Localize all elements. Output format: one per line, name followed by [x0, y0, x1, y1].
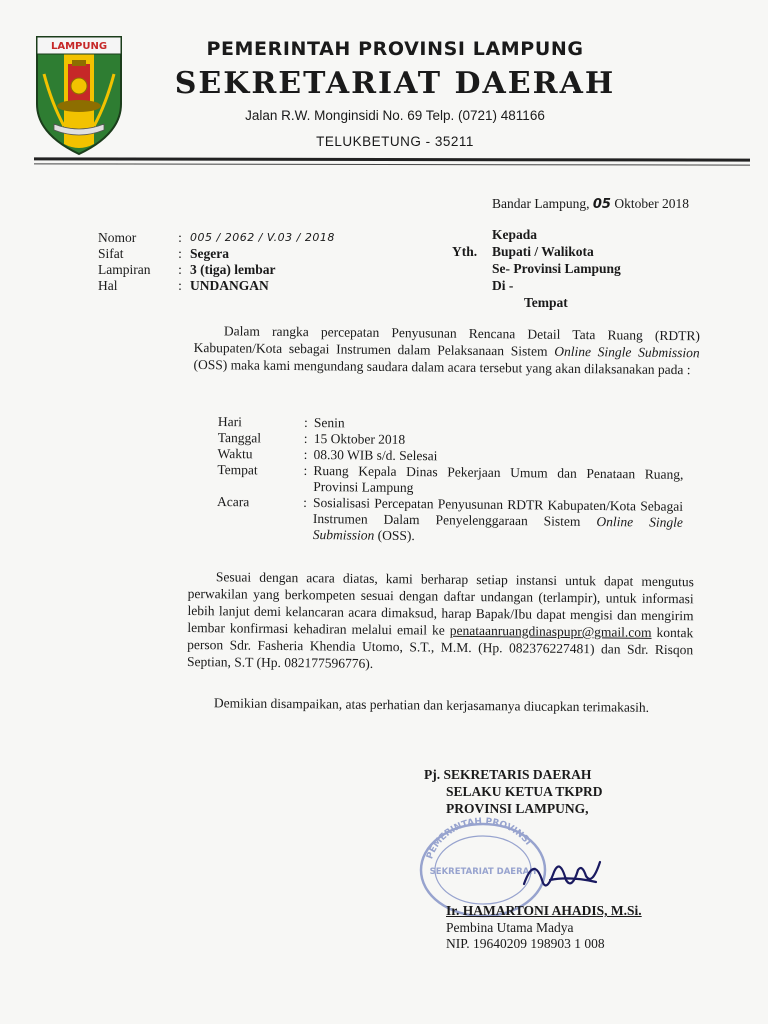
date-place: Bandar Lampung, [492, 196, 590, 211]
detail-label: Acara [217, 493, 250, 510]
detail-row: Hari : Senin [218, 414, 684, 435]
meta-colon: : [178, 246, 182, 261]
letter-meta [98, 230, 335, 294]
sig-line-2: SELAKU KETUA TKPRD [446, 784, 603, 799]
detail-label: Hari [217, 414, 242, 430]
meta-row-hal [98, 278, 335, 294]
meta-value: Segera [190, 246, 229, 261]
handwritten-signature-icon [520, 850, 610, 900]
detail-row-acara: Acara : Sosialisasi Percepatan Penyusunan RDTR Kabupaten/Kota Sebagai Instrumen Dalam Penyelenggaraan Sistem Online Single Submission (OSS). [217, 494, 683, 547]
detail-value: 15 Oktober 2018 [313, 431, 406, 447]
recipient-yth: Yth. [452, 244, 478, 259]
date-day: 05 [592, 197, 611, 212]
meta-value: 005 / 2062 / V.03 / 2018 [190, 231, 335, 244]
p2-text-b: kontak person Sdr. Fasheria Khendia Utomo, S.T., M.M. (Hp. 082376227481) dan Sdr. Risqon Septian, S.T (Hp. 082177596776). [186, 624, 694, 671]
header-rule-thick [34, 157, 750, 161]
header-rule-thin [34, 163, 750, 165]
body-paragraph-3 [186, 694, 692, 716]
office-address: Jalan R.W. Monginsidi No. 69 Telp. (0721) 481166 [245, 108, 545, 123]
detail-label: Tempat [217, 461, 258, 478]
meta-label: Hal [98, 278, 118, 293]
recipient-block [452, 226, 621, 311]
body-paragraph-1 [193, 322, 700, 378]
p1-text-italic: Online Single Submission [554, 343, 700, 361]
detail-row: Waktu : 08.30 WIB s/d. Selesai [217, 446, 683, 467]
signatory-name: Ir. HAMARTONI AHADIS, M.Si. [446, 903, 642, 918]
meta-value: 3 (tiga) lembar [190, 262, 276, 277]
meta-label: Sifat [98, 246, 124, 261]
acara-text-italic: Online Single Submission [312, 513, 683, 543]
detail-label: Waktu [217, 445, 253, 462]
emblem-label: LAMPUNG [50, 41, 108, 52]
date-month-year: Oktober 2018 [614, 196, 689, 211]
office-city: TELUKBETUNG - 35211 [316, 134, 474, 149]
detail-value: 08.30 WIB s/d. Selesai [313, 447, 438, 464]
office-name: SEKRETARIAT DAERAH [174, 66, 616, 101]
detail-value: Ruang Kepala Dinas Pekerjaan Umum dan Penataan Ruang, Provinsi Lampung [313, 463, 684, 496]
p1-text-a: Dalam rangka percepatan Penyusunan Rencana Detail Tata Ruang (RDTR) Kabupaten/Kota sebagai Instrumen dalam Pelaksanaan Sistem [193, 323, 700, 359]
svg-text:PEMERINTAH PROVINSI [425, 817, 533, 861]
meta-value: UNDANGAN [190, 278, 269, 293]
p1-text-b: (OSS) maka kami mengundang saudara dalam acara tersebut yang akan dilaksanakan pada : [193, 356, 691, 378]
contact-email-link[interactable]: penataanruangdinaspupr@gmail.com [449, 622, 652, 640]
meta-colon: : [178, 262, 182, 277]
p3-text: Demikian disampaikan, atas perhatian dan kerjasamanya diucapkan terimakasih. [213, 695, 650, 715]
detail-value: Senin [313, 415, 345, 431]
body-paragraph-2 [187, 568, 694, 675]
recipient-di: Di - [492, 278, 514, 293]
stamp-text-center: SEKRETARIAT DAERAH [429, 867, 537, 877]
sig-line-3: PROVINSI LAMPUNG, [446, 801, 589, 816]
meta-colon: : [178, 230, 182, 245]
recipient-to: Bupati / Walikota [492, 244, 594, 259]
event-details [217, 414, 684, 547]
meta-label: Lampiran [98, 262, 151, 277]
meta-label: Nomor [98, 230, 137, 245]
recipient-kepada: Kepada [492, 227, 538, 242]
p2-text-a: Sesuai dengan acara diatas, kami berharap setiap instansi untuk dapat mengutus perwakilan yang berkompeten sesuai dengan daftar undangan (terlampir), untuk informasi lebih lanjut demi kelancaran acara dimaksud, harap Bapak/Ibu dapat mengisi dan mengirim lembar konfirmasi kehadiran melalui email ke [187, 569, 694, 638]
stamp-text-top: PEMERINTAH PROVINSI [425, 816, 533, 861]
detail-row: Tempat : Ruang Kepala Dinas Pekerjaan Umum dan Penataan Ruang, Provinsi Lampung [217, 462, 683, 499]
recipient-tempat: Tempat [524, 295, 568, 310]
meta-colon: : [178, 278, 182, 293]
acara-text-a: Sosialisasi Percepatan Penyusunan RDTR Kabupaten/Kota Sebagai Instrumen Dalam Penyelenggaraan Sistem [312, 495, 684, 529]
date-line [492, 196, 689, 212]
meta-row-lampiran [98, 262, 335, 278]
detail-value [313, 495, 683, 547]
signatory-nip: NIP. 19640209 198903 1 008 [446, 936, 605, 951]
detail-row: Tanggal : 15 Oktober 2018 [218, 430, 684, 451]
meta-row-nomor [98, 230, 335, 246]
meta-row-sifat [98, 246, 335, 262]
signatory-rank: Pembina Utama Madya [446, 920, 574, 935]
sig-line-1: Pj. SEKRETARIS DAERAH [424, 767, 592, 782]
government-name: PEMERINTAH PROVINSI LAMPUNG [206, 38, 584, 60]
acara-text-b: (OSS). [374, 527, 415, 544]
detail-label: Tanggal [217, 429, 262, 446]
recipient-province: Se- Provinsi Lampung [492, 261, 621, 276]
lampung-emblem-icon [34, 34, 124, 156]
